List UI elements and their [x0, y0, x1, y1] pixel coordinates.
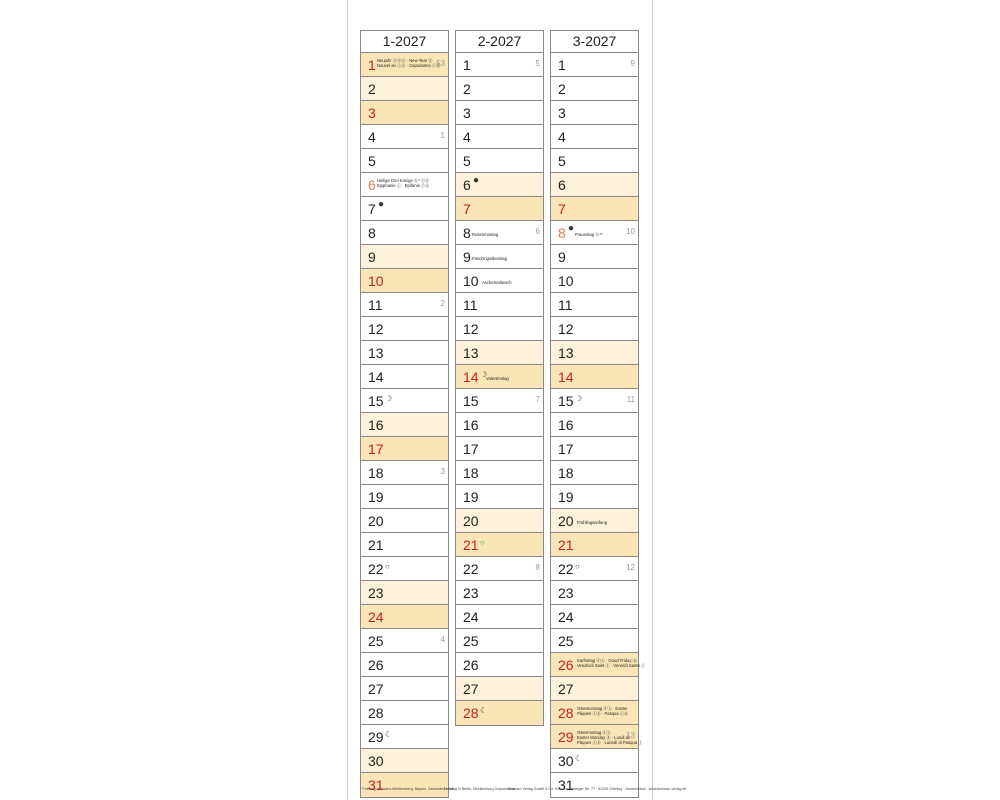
day-number: 9: [558, 249, 566, 265]
day-row: [551, 245, 638, 269]
day-number: 28: [558, 705, 574, 721]
day-number: 11: [368, 297, 383, 313]
day-row: [361, 461, 448, 485]
day-number: 8: [463, 225, 471, 241]
day-row: [361, 389, 448, 413]
day-row: [551, 293, 638, 317]
moon-phase-icon: ☾: [385, 730, 393, 739]
day-number: 4: [368, 129, 376, 145]
day-number: 2: [368, 81, 376, 97]
day-row: [361, 173, 448, 197]
day-row: [361, 269, 448, 293]
week-number: 6: [535, 227, 540, 236]
day-number: 19: [558, 489, 574, 505]
day-row: [361, 557, 448, 581]
holiday-note-line: Neujahr ⓔⓓⓐ · New Year ⓖ: [377, 58, 433, 63]
holiday-note-line: Heilige Drei Könige ⓑ* ⓔⓓ: [377, 178, 430, 183]
holiday-note-line: Vendredi Saint ⓕ · Venerdì Santo ⓕ: [577, 663, 646, 668]
day-row: [551, 653, 646, 677]
holiday-note: [577, 658, 645, 668]
day-row: [551, 149, 638, 173]
day-row: [551, 749, 638, 773]
day-row: [361, 533, 448, 557]
day-number: 25: [463, 633, 479, 649]
day-row: [361, 653, 448, 677]
day-number: 27: [368, 681, 384, 697]
moon-phase-icon: ●: [568, 223, 575, 234]
day-row: [456, 341, 543, 365]
day-row: [456, 269, 543, 293]
day-row: [456, 77, 543, 101]
holiday-note: [575, 232, 603, 237]
day-number: 15: [463, 393, 479, 409]
day-number: 11: [463, 297, 478, 313]
holiday-note: [377, 178, 429, 188]
day-number: 12: [558, 321, 574, 337]
day-row: [551, 605, 638, 629]
month-title: 1-2027: [361, 31, 448, 53]
day-row: [456, 437, 543, 461]
week-number: 11: [626, 395, 635, 404]
day-row: [551, 437, 638, 461]
day-row: [456, 173, 543, 197]
day-row: [551, 629, 638, 653]
day-row: [456, 53, 543, 77]
day-number: 17: [558, 441, 574, 457]
week-number: 4: [440, 635, 445, 644]
day-number: 13: [463, 345, 479, 361]
day-row: [456, 413, 543, 437]
day-row: [551, 725, 643, 749]
day-row: [456, 533, 543, 557]
day-number: 16: [463, 417, 479, 433]
day-row: [456, 653, 543, 677]
moon-phase-icon: ☾: [480, 706, 488, 715]
day-number: 20: [463, 513, 479, 529]
day-number: 18: [368, 465, 384, 481]
day-number: 31: [368, 777, 384, 793]
footer-publisher: Brunnen Verlag GmbH & Co. KG · Landsberger Str. 77 · 82205 Gilching · Deutschland · www.brunnen-verlag.de: [508, 787, 687, 791]
day-row: [361, 197, 448, 221]
day-number: 7: [558, 201, 566, 217]
week-number: 9: [630, 59, 635, 68]
day-number: 17: [368, 441, 384, 457]
holiday-note-line: Pâques ⓕⓖ · Pasqua ⓕⓖ: [577, 711, 629, 716]
day-row: [361, 437, 448, 461]
day-number: 19: [368, 489, 384, 505]
day-number: 23: [463, 585, 479, 601]
holiday-note-line: Rosenmontag: [472, 232, 499, 237]
day-row: [456, 293, 543, 317]
holiday-note-line: Frühlingsanfang: [577, 520, 608, 525]
day-row: [456, 389, 543, 413]
day-row: [456, 197, 543, 221]
day-row: [456, 101, 543, 125]
day-row: [361, 53, 448, 77]
day-number: 6: [558, 177, 566, 193]
day-row: [456, 605, 543, 629]
day-number: 15: [368, 393, 384, 409]
day-number: 26: [558, 657, 574, 673]
day-number: 14: [368, 369, 384, 385]
week-number: 3: [440, 467, 445, 476]
day-row: [551, 677, 638, 701]
day-row: [551, 461, 638, 485]
day-row: [456, 149, 543, 173]
day-number: 26: [368, 657, 384, 673]
day-number: 12: [463, 321, 479, 337]
day-number: 29: [368, 729, 384, 745]
day-row: [361, 77, 448, 101]
day-row: [551, 125, 638, 149]
day-row: [361, 629, 448, 653]
holiday-note-line: Faschingsdienstag: [472, 256, 507, 261]
holiday-note: [577, 706, 628, 716]
day-row: [456, 677, 543, 701]
day-row: [551, 557, 638, 581]
day-number: 4: [558, 129, 566, 145]
day-row: [551, 173, 638, 197]
day-number: 15: [558, 393, 574, 409]
day-number: 10: [368, 273, 384, 289]
day-number: 21: [558, 537, 574, 553]
moon-phase-icon: ☽: [575, 394, 583, 403]
day-number: 12: [368, 321, 384, 337]
day-number: 30: [558, 753, 574, 769]
day-number: 1: [368, 57, 376, 73]
holiday-note-line: Easter Monday ⓖ · Lundi de: [577, 735, 631, 740]
holiday-note-line: Epiphanie ⓕ · Epifania ⓕⓖ: [377, 183, 430, 188]
day-number: 3: [368, 105, 376, 121]
week-number: 13: [626, 731, 635, 740]
day-number: 22: [463, 561, 479, 577]
day-number: 31: [558, 777, 574, 793]
day-number: 10: [558, 273, 574, 289]
day-row: [361, 149, 448, 173]
day-row: [456, 557, 543, 581]
holiday-note: [486, 376, 509, 381]
day-number: 27: [558, 681, 574, 697]
day-row: [456, 581, 543, 605]
day-row: [551, 701, 638, 725]
moon-phase-icon: ☾: [575, 754, 583, 763]
holiday-note-line: Ostersonntag ⓓⓐ · Easter: [577, 706, 628, 711]
day-number: 26: [463, 657, 479, 673]
holiday-note-line: Frauentag ⓑ**: [575, 232, 603, 237]
day-number: 6: [368, 177, 376, 193]
day-number: 24: [368, 609, 384, 625]
day-number: 1: [558, 57, 566, 73]
day-row: [456, 245, 543, 269]
day-number: 30: [368, 753, 384, 769]
day-row: [361, 605, 448, 629]
day-row: [456, 125, 543, 149]
day-number: 4: [463, 129, 471, 145]
day-row: [456, 317, 543, 341]
day-row: [361, 125, 448, 149]
day-row: [456, 701, 543, 725]
day-number: 18: [558, 465, 574, 481]
day-row: [551, 413, 638, 437]
day-number: 6: [463, 177, 471, 193]
holiday-note-line: Nouvel an ⓕⓖ · Capodanno ⓕⓖ: [377, 63, 441, 68]
day-number: 10: [463, 273, 479, 289]
moon-phase-icon: ●: [473, 175, 480, 186]
day-row: [551, 389, 638, 413]
day-row: [551, 533, 638, 557]
day-row: [361, 701, 448, 725]
day-number: 13: [368, 345, 384, 361]
holiday-note: [482, 280, 512, 285]
month-title: 3-2027: [551, 31, 638, 53]
holiday-note-line: Karfreitag ⓓⓐ · Good Friday ⓖ: [577, 658, 637, 663]
day-row: [551, 341, 638, 365]
day-row: [361, 725, 448, 749]
day-number: 18: [463, 465, 479, 481]
day-number: 2: [558, 81, 566, 97]
day-row: [361, 509, 448, 533]
day-number: 16: [558, 417, 574, 433]
day-row: [551, 485, 638, 509]
day-number: 13: [558, 345, 574, 361]
day-row: [551, 101, 638, 125]
day-number: 8: [368, 225, 376, 241]
day-number: 1: [463, 57, 471, 73]
footer-note-mid: ** Feiertag in Berlin, Mecklenburg-Vorpommern: [440, 787, 516, 791]
day-number: 19: [463, 489, 479, 505]
day-row: [551, 317, 638, 341]
day-row: [361, 221, 448, 245]
holiday-note: [472, 232, 498, 237]
week-number: 5: [535, 59, 540, 68]
day-row: [456, 365, 543, 389]
day-number: 21: [463, 537, 479, 553]
day-number: 9: [368, 249, 376, 265]
day-number: 5: [368, 153, 376, 169]
month-column-february: [455, 30, 544, 726]
moon-phase-icon: ○: [385, 562, 390, 571]
day-number: 24: [463, 609, 479, 625]
day-number: 14: [463, 369, 479, 385]
day-number: 28: [368, 705, 384, 721]
moon-phase-icon: ○: [575, 562, 580, 571]
day-row: [456, 461, 543, 485]
day-number: 17: [463, 441, 479, 457]
week-number: 2: [440, 299, 445, 308]
day-row: [361, 245, 448, 269]
day-number: 8: [558, 225, 566, 241]
moon-phase-icon: ●: [378, 199, 385, 210]
day-number: 27: [463, 681, 479, 697]
day-row: [551, 221, 638, 245]
holiday-note-line: Aschermittwoch: [482, 280, 512, 285]
day-number: 14: [558, 369, 574, 385]
day-number: 9: [463, 249, 471, 265]
holiday-note: [577, 520, 607, 525]
day-row: [361, 413, 448, 437]
week-number: 10: [626, 227, 635, 236]
month-column-january: [360, 30, 449, 798]
month-title: 2-2027: [456, 31, 543, 53]
day-number: 2: [463, 81, 471, 97]
week-number: 53: [436, 59, 445, 68]
day-number: 29: [558, 729, 574, 745]
day-row: [361, 677, 448, 701]
day-number: 25: [558, 633, 574, 649]
day-row: [551, 581, 638, 605]
day-number: 20: [558, 513, 574, 529]
day-row: [361, 749, 448, 773]
day-number: 20: [368, 513, 384, 529]
day-number: 7: [368, 201, 376, 217]
day-number: 23: [558, 585, 574, 601]
day-row: [456, 509, 543, 533]
day-row: [456, 629, 543, 653]
day-number: 3: [463, 105, 471, 121]
week-number: 7: [535, 395, 540, 404]
day-number: 28: [463, 705, 479, 721]
day-row: [361, 101, 448, 125]
day-list: [361, 53, 448, 797]
day-row: [361, 317, 448, 341]
day-row: [361, 581, 448, 605]
day-number: 3: [558, 105, 566, 121]
day-number: 16: [368, 417, 384, 433]
day-number: 21: [368, 537, 384, 553]
week-number: 1: [440, 131, 445, 140]
holiday-note: [472, 256, 507, 261]
day-row: [551, 365, 638, 389]
day-list: [456, 53, 543, 725]
day-row: [551, 509, 638, 533]
holiday-note-line: Ostermontag ⓓⓐ: [577, 730, 611, 735]
day-row: [361, 341, 448, 365]
moon-phase-icon: ○: [480, 538, 485, 547]
day-number: 22: [558, 561, 574, 577]
holiday-note-line: Pâques ⓕⓖ · Lunedì di Pasqua ⓕ: [577, 740, 643, 745]
day-number: 25: [368, 633, 384, 649]
day-number: 24: [558, 609, 574, 625]
day-row: [551, 269, 638, 293]
day-row: [551, 197, 638, 221]
day-row: [361, 293, 448, 317]
day-number: 5: [463, 153, 471, 169]
day-row: [456, 485, 543, 509]
calendar-sheet: [347, 0, 687, 800]
week-number: 8: [535, 563, 540, 572]
week-number: 12: [626, 563, 635, 572]
day-row: [361, 773, 448, 797]
footer-note-left: * Feiertag in Baden-Württemberg, Bayern, Sachsen-Anhalt: [360, 787, 454, 791]
day-row: [551, 773, 638, 797]
day-number: 5: [558, 153, 566, 169]
day-row: [456, 221, 543, 245]
holiday-note-line: Valentinstag: [486, 376, 509, 381]
day-row: [361, 485, 448, 509]
day-row: [551, 53, 638, 77]
day-number: 23: [368, 585, 384, 601]
day-number: 22: [368, 561, 384, 577]
day-number: 11: [558, 297, 573, 313]
moon-phase-icon: ☽: [480, 370, 488, 379]
moon-phase-icon: ☽: [385, 394, 393, 403]
day-number: 7: [463, 201, 471, 217]
holiday-note: [377, 58, 440, 68]
day-row: [361, 365, 448, 389]
day-row: [551, 77, 638, 101]
